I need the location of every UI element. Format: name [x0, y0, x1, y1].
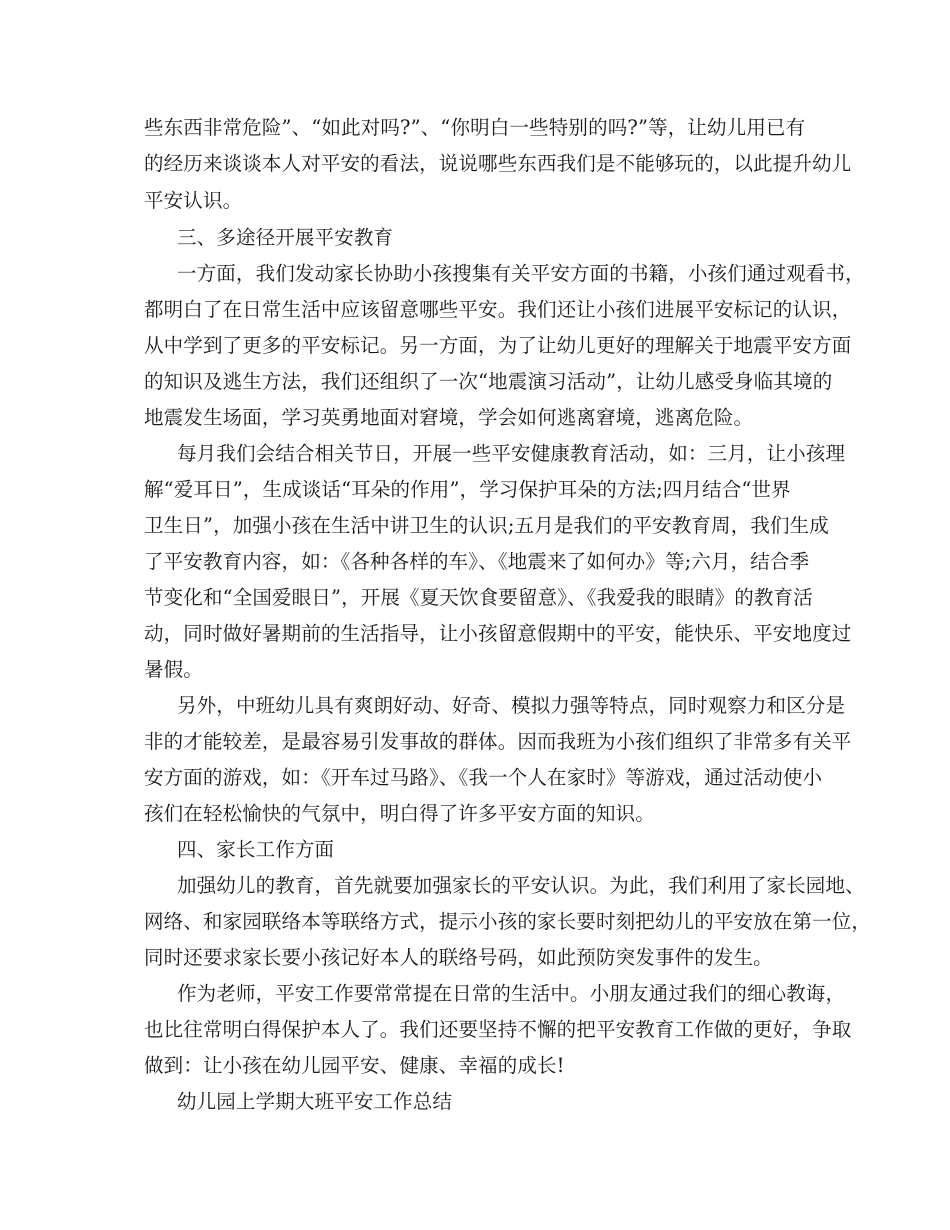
paragraph-line: 网络、和家园联络本等联络方式，提示小孩的家长要时刻把幼儿的平安放在第一位，	[144, 910, 872, 933]
paragraph-line: 作为老师，平安工作要常常提在日常的生活中。小朋友通过我们的细心教诲，	[177, 982, 846, 1005]
paragraph-line: 的知识及逃生方法，我们还组织了一次“地震演习活动”，让幼儿感受身临其境的	[144, 370, 833, 393]
document-title-line: 幼儿园上学期大班平安工作总结	[177, 1090, 453, 1113]
paragraph-line: 一方面，我们发动家长协助小孩搜集有关平安方面的书籍，小孩们通过观看书，	[177, 262, 865, 285]
paragraph-line: 非的才能较差，是最容易引发事故的群体。因而我班为小孩们组织了非常多有关平	[144, 730, 852, 753]
paragraph-line: 安方面的游戏，如：《开车过马路》、《我一个人在家时》等游戏，通过活动使小	[144, 766, 823, 789]
paragraph-line: 暑假。	[144, 658, 203, 681]
paragraph-line: 平安认识。	[144, 189, 243, 212]
section-heading: 三、多途径开展平安教育	[177, 226, 394, 249]
paragraph-line: 同时还要求家长要小孩记好本人的联络号码，如此预防突发事件的发生。	[144, 946, 773, 969]
paragraph-line: 动，同时做好暑期前的生活指导，让小孩留意假期中的平安，能快乐、平安地度过	[144, 622, 852, 645]
paragraph-line: 地震发生场面，学习英勇地面对窘境，学会如何逃离窘境，逃离危险。	[144, 406, 754, 429]
paragraph-line: 卫生日”，加强小孩在生活中讲卫生的认识;五月是我们的平安教育周，我们生成	[144, 514, 829, 537]
paragraph-line: 从中学到了更多的平安标记。另一方面，为了让幼儿更好的理解关于地震平安方面	[144, 334, 852, 357]
paragraph-line: 解“爱耳日”，生成谈话“耳朵的作用”，学习保护耳朵的方法;四月结合“世界	[144, 478, 791, 501]
paragraph-line: 都明白了在日常生活中应该留意哪些平安。我们还让小孩们进展平安标记的认识，	[144, 298, 852, 321]
section-heading: 四、家长工作方面	[177, 838, 335, 861]
paragraph-line: 节变化和“全国爱眼日”，开展《夏天饮食要留意》、《我爱我的眼睛》的教育活	[144, 586, 813, 609]
paragraph-line: 也比往常明白得保护本人了。我们还要坚持不懈的把平安教育工作做的更好，争取	[144, 1018, 852, 1041]
paragraph-line: 些东西非常危险”、“如此对吗?”、“你明白一些特别的吗?”等，让幼儿用已有	[144, 116, 806, 139]
paragraph-line: 的经历来谈谈本人对平安的看法，说说哪些东西我们是不能够玩的，以此提升幼儿	[144, 152, 852, 175]
paragraph-line: 每月我们会结合相关节日，开展一些平安健康教育活动，如：三月，让小孩理	[177, 442, 846, 465]
paragraph-line: 做到：让小孩在幼儿园平安、健康、幸福的成长!	[144, 1054, 565, 1077]
paragraph-line: 孩们在轻松愉快的气氛中，明白得了许多平安方面的知识。	[144, 802, 655, 825]
paragraph-line: 另外，中班幼儿具有爽朗好动、好奇、模拟力强等特点，同时观察力和区分是	[177, 694, 846, 717]
paragraph-line: 加强幼儿的教育，首先就要加强家长的平安认识。为此，我们利用了家长园地、	[177, 874, 865, 897]
paragraph-line: 了平安教育内容，如：《各种各样的车》、《地震来了如何办》等;六月，结合季	[144, 550, 810, 573]
